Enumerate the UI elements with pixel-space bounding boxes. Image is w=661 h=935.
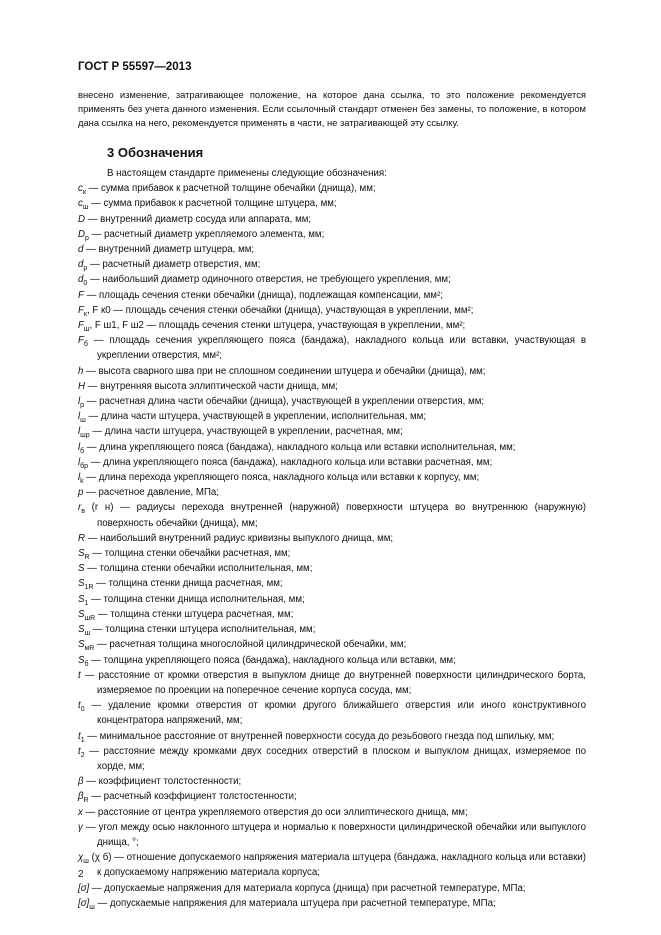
notation-symbol: r — [78, 502, 82, 514]
notation-symbol: d — [78, 259, 84, 271]
notation-item — [78, 288, 586, 303]
notation-item — [78, 576, 586, 591]
notation-description: — допускаемые напряжения для материала штуцера при расчетной температуре, МПа; — [94, 897, 496, 909]
notation-item — [78, 242, 586, 257]
notation-description: — расстояние от центра укрепляемого отверстия до оси эллиптического днища, мм; — [82, 806, 468, 818]
notation-symbol: γ — [78, 821, 83, 833]
notation-subscript: R — [84, 554, 90, 562]
notation-subscript: 0 — [80, 706, 85, 714]
notation-description: — площадь сечения укрепляющего пояса (бандажа), накладного кольца или вставки, участвующая в укреплении отверстия, мм²; — [87, 335, 586, 362]
notation-item — [78, 196, 586, 211]
notation-symbol: [σ] — [78, 882, 90, 894]
notation-item — [78, 744, 586, 774]
notation-item — [78, 485, 586, 500]
notation-symbol: l — [78, 472, 81, 484]
notation-subscript: б — [83, 341, 88, 349]
document-header: ГОСТ Р 55597—2013 — [78, 61, 192, 73]
notation-subscript: в — [81, 508, 85, 516]
notation-item — [78, 789, 586, 804]
section-title: 3 Обозначения — [107, 145, 204, 160]
notation-description: — сумма прибавок к расчетной толщине штуцера, мм; — [88, 198, 337, 210]
notation-symbol: d — [78, 244, 84, 256]
notation-symbol: [σ] — [78, 897, 90, 909]
notation-subscript: ш — [83, 858, 89, 866]
notation-item — [78, 896, 586, 911]
notation-symbol: l — [78, 396, 81, 408]
notation-subscript: 0 — [83, 280, 88, 288]
notation-description: — минимальное расстояние от внутренней поверхности сосуда до резьбового гнезда под шпильку, мм; — [84, 730, 555, 742]
notation-description: — расчетный коэффициент толстостенности; — [88, 791, 297, 803]
notation-symbol: D — [78, 213, 85, 225]
notation-item — [78, 272, 586, 287]
notation-description: — толщина стенки обечайки расчетная, мм; — [89, 548, 291, 560]
notation-item — [78, 333, 586, 363]
notation-item — [78, 698, 586, 728]
notation-description: — наибольший диаметр одиночного отверстия, не требующего укрепления, мм; — [87, 274, 451, 286]
notation-symbol: χ — [78, 852, 84, 864]
notation-symbol: H — [78, 380, 85, 392]
notation-description: — длина укрепляющего пояса (бандажа), накладного кольца или вставки исполнительная, мм; — [84, 441, 516, 453]
notation-item — [78, 622, 586, 637]
notation-description: — площадь сечения стенки обечайки (днища), подлежащая компенсации, мм²; — [83, 289, 443, 301]
notation-description: — угол между осью наклонного штуцера и нормалью к поверхности цилиндрической обечайки или выпуклого днища, °; — [82, 821, 586, 848]
notation-subscript: шR — [84, 614, 96, 622]
notation-description: — расчетное давление, МПа; — [83, 487, 219, 499]
notation-item — [78, 561, 586, 576]
notation-item — [78, 409, 586, 424]
notation-description: — расстояние от кромки отверстия в выпуклом днище до внутренней поверхности цилиндрического борта, измеряемое по проекции на поперечное сечение корпуса сосуда, мм; — [80, 669, 586, 696]
notation-subscript: 1 — [80, 736, 85, 744]
notation-item — [78, 850, 586, 880]
notation-symbol: F — [78, 320, 84, 332]
notation-symbol: l — [78, 456, 81, 468]
notation-symbol: t — [78, 700, 81, 712]
notation-symbol: l — [78, 426, 81, 438]
notation-subscript: ш — [80, 417, 86, 425]
notation-description: — длина части штуцера, участвующей в укреплении, исполнительная, мм; — [85, 411, 427, 423]
notation-description: — толщина стенки штуцера расчетная, мм; — [95, 608, 294, 620]
notation-description: — расчетная длина части обечайки (днища), участвующей в укреплении отверстия, мм; — [84, 396, 485, 408]
notation-description: — внутренняя высота эллиптической части днища, мм; — [85, 380, 338, 392]
notation-item — [78, 455, 586, 470]
notation-symbol: S — [78, 654, 85, 666]
notation-symbol: S — [78, 639, 85, 651]
notation-item — [78, 303, 586, 318]
notation-symbol: l — [78, 441, 81, 453]
notation-item — [78, 774, 586, 789]
notation-symbol: F — [78, 335, 84, 347]
notation-list — [78, 166, 586, 911]
notation-item — [78, 318, 586, 333]
notation-description: — толщина стенки днища расчетная, мм; — [93, 578, 283, 590]
notation-description: — толщина стенки штуцера исполнительная, мм; — [90, 624, 316, 636]
notation-subscript: ш — [84, 630, 91, 638]
notation-subscript: мR — [84, 645, 95, 653]
notation-subscript: к — [83, 310, 87, 318]
notation-symbol: F — [78, 304, 84, 316]
notation-description: — толщина стенки днища исполнительная, мм; — [88, 593, 305, 605]
notation-symbol: S — [78, 593, 85, 605]
notation-subscript: б — [80, 447, 85, 455]
notation-symbol: S — [78, 563, 85, 575]
intro-paragraph: внесено изменение, затрагивающее положение, на которое дана ссылка, то это положение рекомендуется применять без учета данного изменения. Если ссылочный стандарт отменен без замены, то положение, в котором дана ссылка на него, рекомендуется применять в части, не затрагивающей эту ссылку. — [78, 89, 586, 129]
notation-symbol: c — [78, 198, 83, 210]
notation-description: — расчетный диаметр укрепляемого элемента, мм; — [88, 228, 325, 240]
notation-item — [78, 257, 586, 272]
notation-item — [78, 531, 586, 546]
notation-description: (r н) — радиусы перехода внутренней (наружной) поверхности штуцера во внутреннюю (наружную) поверхность обечайки (днища), мм; — [84, 502, 586, 529]
notation-description: — наибольший внутренний радиус кривизны выпуклого днища, мм; — [85, 532, 394, 544]
notation-subscript: б — [84, 660, 89, 668]
notation-subscript: к — [82, 189, 86, 197]
notation-symbol: β — [78, 791, 84, 803]
notation-description: — допускаемые напряжения для материала корпуса (днища) при расчетной температуре, МПа; — [89, 882, 526, 894]
notation-item — [78, 364, 586, 379]
notation-subscript: 1R — [84, 584, 94, 592]
notation-description: — сумма прибавок к расчетной толщине обечайки (днища), мм; — [85, 183, 376, 195]
notation-item — [78, 881, 586, 896]
notation-description: — внутренний диаметр штуцера, мм; — [83, 244, 255, 256]
notation-item — [78, 607, 586, 622]
notation-symbol: x — [78, 806, 83, 818]
notation-description: — высота сварного шва при не сплошном соединении штуцера и обечайки (днища), мм; — [83, 365, 486, 377]
notation-symbol: S — [78, 624, 85, 636]
notation-subscript: 2 — [80, 751, 85, 759]
notation-symbol: p — [78, 487, 84, 499]
notation-symbol: R — [78, 532, 85, 544]
notation-subscript: 1 — [84, 599, 89, 607]
notation-symbol: t — [78, 745, 81, 757]
notation-symbol: h — [78, 365, 84, 377]
notation-item — [78, 212, 586, 227]
notation-items — [78, 181, 586, 911]
notation-item — [78, 394, 586, 409]
notation-subscript: ш — [89, 903, 95, 911]
notation-symbol: β — [78, 776, 84, 788]
notation-description: — расчетная толщина многослойной цилиндрической обечайки, мм; — [94, 639, 407, 651]
notation-description: — толщина стенки обечайки исполнительная, мм; — [84, 563, 313, 575]
section-lead: В настоящем стандарте применены следующие обозначения: — [107, 168, 387, 179]
notation-symbol: l — [78, 411, 81, 423]
notation-item — [78, 440, 586, 455]
notation-description: — коэффициент толстостенности; — [83, 776, 242, 788]
notation-subscript: р — [85, 234, 89, 242]
notation-item — [78, 820, 586, 850]
notation-symbol: S — [78, 578, 85, 590]
notation-item — [78, 470, 586, 485]
notation-subscript: шр — [80, 432, 90, 440]
notation-symbol: t — [78, 730, 81, 742]
notation-description: — удаление кромки отверстия от кромки другого ближайшего отверстия или иного конструктивного концентратора напряжений, мм; — [84, 700, 586, 727]
notation-symbol: d — [78, 274, 84, 286]
notation-description: (χ б) — отношение допускаемого напряжения материала штуцера (бандажа, накладного кольца или вставки) к допускаемому напряжению материала корпуса; — [88, 852, 586, 879]
notation-item — [78, 379, 586, 394]
notation-description: — толщина укрепляющего пояса (бандажа), накладного кольца или вставки, мм; — [88, 654, 456, 666]
notation-item — [78, 592, 586, 607]
notation-item — [78, 424, 586, 439]
notation-description: , F ш1, F ш2 — площадь сечения стенки штуцера, участвующая в укреплении, мм²; — [89, 320, 466, 332]
notation-symbol: S — [78, 548, 85, 560]
notation-subscript: R — [83, 797, 89, 805]
notation-subscript: бр — [80, 462, 89, 470]
notation-description: — длина части штуцера, участвующей в укреплении, расчетная, мм; — [89, 426, 403, 438]
notation-item — [78, 227, 586, 242]
notation-item — [78, 805, 586, 820]
notation-item — [78, 546, 586, 561]
notation-subscript: ш — [82, 204, 89, 212]
notation-item — [78, 500, 586, 530]
notation-item — [78, 653, 586, 668]
notation-symbol: S — [78, 608, 85, 620]
notation-item — [78, 181, 586, 196]
notation-subscript: р — [80, 401, 85, 409]
notation-symbol: t — [78, 669, 81, 681]
notation-description: — длина перехода укрепляющего пояса, накладного кольца или вставки к корпусу, мм; — [83, 472, 480, 484]
notation-item — [78, 729, 586, 744]
notation-description: — внутренний диаметр сосуда или аппарата, мм; — [85, 213, 312, 225]
notation-symbol: D — [78, 228, 85, 240]
notation-symbol: F — [78, 289, 84, 301]
notation-description: — расстояние между кромками двух соседних отверстий в плоском и выпуклом днищах, измеряемое по хорде, мм; — [84, 745, 586, 772]
notation-symbol: c — [78, 183, 83, 195]
notation-subscript: k — [80, 478, 84, 485]
notation-item — [78, 637, 586, 652]
notation-subscript: ш — [83, 325, 90, 333]
notation-description: , F к0 — площадь сечения стенки обечайки (днища), участвующая в укреплении, мм²; — [86, 304, 474, 316]
notation-description: — расчетный диаметр отверстия, мм; — [87, 259, 261, 271]
notation-description: — длина укрепляющего пояса (бандажа), накладного кольца или вставки расчетная, мм; — [88, 456, 493, 468]
notation-subscript: р — [83, 265, 88, 273]
page-number: 2 — [78, 869, 84, 880]
notation-item — [78, 668, 586, 698]
